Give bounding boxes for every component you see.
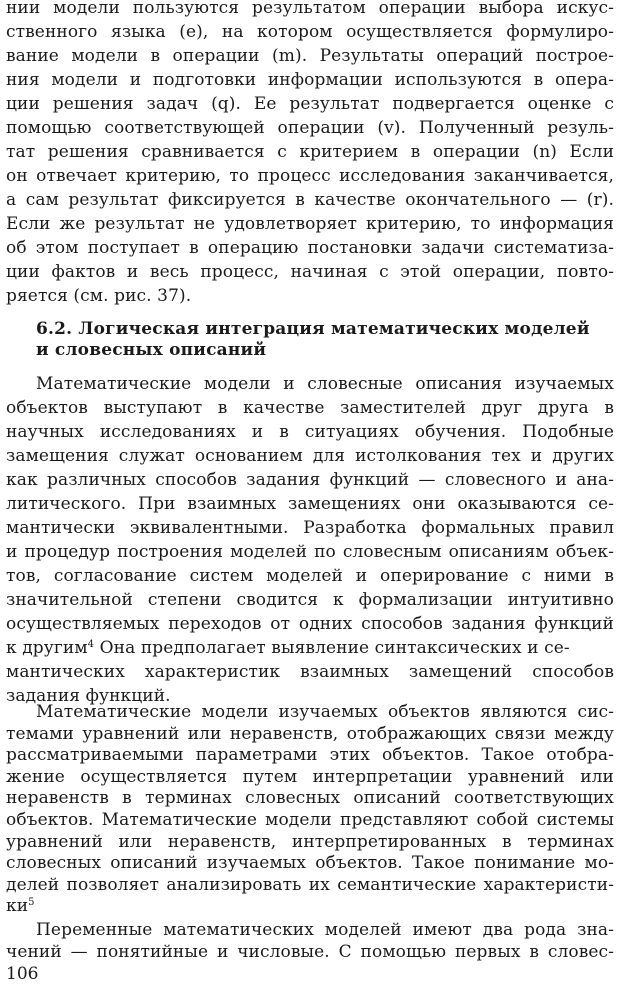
text-line: мантически эквивалентными. Разработка формальных правил xyxy=(6,518,614,538)
text-line: как различных способов задания функций — словесного и ана- xyxy=(6,470,614,490)
text-line: Математические модели и словесные описания изучаемых xyxy=(36,374,614,394)
text-line: а сам результат фиксируется в качестве окончательного — (r). xyxy=(6,190,614,210)
text-line: и процедур построения моделей по словесным описаниям объек- xyxy=(6,542,614,562)
text-line: литического. При взаимных замещениях они оказываются се- xyxy=(6,494,614,514)
text-line: помощью соответствующей операции (v). Полученный резуль- xyxy=(6,118,614,138)
text-line: ния модели и подготовки информации используются в опера- xyxy=(6,70,614,90)
footnote-marker: 4 xyxy=(87,639,95,650)
text-line: тов, согласование систем моделей и оперирование с ними в xyxy=(6,566,614,586)
text-line: осуществляемых переходов от одних способов задания функций xyxy=(6,614,614,634)
footnote-marker: 5 xyxy=(28,897,35,909)
text-line: объектов. Математические модели представляют собой системы xyxy=(6,810,614,830)
text-fragment: к другим xyxy=(6,638,88,658)
text-line: неравенств в терминах словесных описаний соответствующих xyxy=(6,788,614,809)
text-line: тат решения сравнивается с критерием в операции (n) Если xyxy=(6,142,614,162)
text-line: словесных описаний изучаемых объектов. Такое понимание мо- xyxy=(6,853,614,874)
text-fragment: Она предполагает выявление синтаксических и се- xyxy=(94,638,570,658)
text-line: ции решения задач (q). Ее результат подвергается оценке с xyxy=(6,94,614,114)
text-line: ственного языка (е), на котором осуществляется формулиро- xyxy=(6,22,614,42)
text-line: объектов выступают в качестве заместителей друг друга в xyxy=(6,398,614,418)
heading-line: и словесных описаний xyxy=(36,340,267,360)
text-line: нии модели пользуются результатом операции выбора искус- xyxy=(6,0,614,18)
text-line: ряется (см. рис. 37). xyxy=(6,286,192,306)
heading-line: 6.2. Логическая интеграция математических моделей xyxy=(36,319,590,339)
text-line: уравнений или неравенств, интерпретированных в терминах xyxy=(6,831,614,852)
text-line: научных исследованиях и в ситуациях обучения. Подобные xyxy=(6,422,614,442)
text-line: мантических характеристик взаимных замещений способов xyxy=(6,662,614,682)
text-line xyxy=(6,896,614,918)
text-line: значительной степени сводится к формализации интуитивно xyxy=(6,590,614,610)
text-line: рассматриваемыми параметрами этих объектов. Такое отобра- xyxy=(6,745,614,766)
text-line: темами уравнений или неравенств, отображающих связи между xyxy=(6,723,614,744)
text-line: делей позволяет анализировать их семантические характеристи- xyxy=(6,874,614,895)
text-line: жение осуществляется путем интерпретации уравнений или xyxy=(6,766,614,787)
text-line: вание модели в операции (m). Результаты операций построе- xyxy=(6,46,614,66)
text-line: замещения служат основанием для истолкования тех и других xyxy=(6,446,614,466)
text-line: он отвечает критерию, то процесс исследования заканчивается, xyxy=(6,166,614,186)
text-line: ции фактов и весь процесс, начиная с этой операции, повто- xyxy=(6,262,614,282)
text-line: Математические модели изучаемых объектов являются сис- xyxy=(36,702,614,722)
text-line: об этом поступает в операцию постановки задачи систематиза- xyxy=(6,238,614,258)
text-line xyxy=(6,636,614,660)
text-line: Если же результат не удовлетворяет критерию, то информация xyxy=(6,214,614,234)
page-number: 106 xyxy=(6,964,46,984)
book-page xyxy=(6,0,614,956)
text-line: чений — понятийные и числовые. С помощью первых в словес- xyxy=(6,941,614,962)
text-fragment: ки xyxy=(6,896,29,917)
text-line: Переменные математических моделей имеют два рода зна- xyxy=(6,920,614,942)
text-line: задания функций. xyxy=(6,686,171,706)
